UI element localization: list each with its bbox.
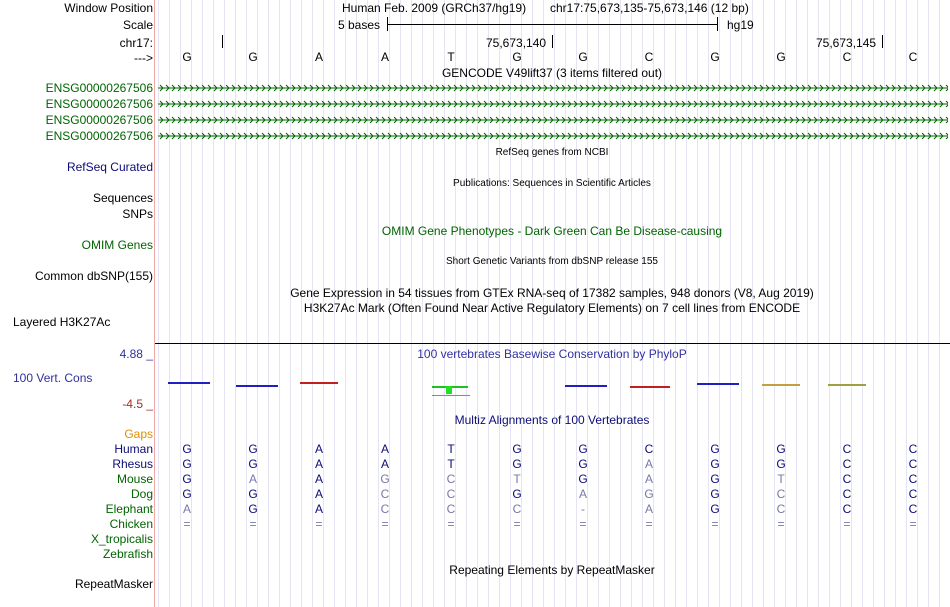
alignment-base: = [645, 517, 653, 531]
alignment-base: G [182, 487, 192, 501]
phylop-track-title: 100 vertebrates Basewise Conservation by PhyloP [417, 347, 687, 361]
alignment-base: = [447, 517, 455, 531]
conservation-bar [300, 382, 338, 384]
dbsnp-track-label[interactable]: Common dbSNP(155) [34, 269, 153, 283]
conservation-bar [762, 384, 800, 386]
base-letter: C [842, 50, 852, 64]
alignment-base: C [380, 487, 390, 501]
alignment-base: A [314, 487, 323, 501]
refseq-track-label[interactable]: RefSeq Curated [66, 160, 153, 174]
conservation-bar [565, 385, 607, 387]
alignment-base: T [777, 472, 785, 486]
base-letter: C [644, 50, 654, 64]
cons-track-label[interactable]: 100 Vert. Cons [13, 371, 93, 385]
cons-max-label: 4.88 _ [119, 347, 153, 361]
base-letter: T [447, 50, 455, 64]
alignment-base: G [248, 502, 258, 516]
species-dog-label: Dog [130, 487, 153, 501]
conservation-bar [630, 386, 670, 388]
label-separator [154, 0, 155, 607]
conservation-bar [168, 382, 210, 384]
gene-model-strand[interactable] [158, 131, 948, 141]
species-rhesus-label: Rhesus [112, 457, 153, 471]
ruler-coord: 75,673,145 [816, 36, 877, 50]
alignment-base: = [513, 517, 521, 531]
omim-track-label[interactable]: OMIM Genes [81, 238, 153, 252]
repeatmasker-track-title: Repeating Elements by RepeatMasker [449, 563, 655, 577]
assembly-title: Human Feb. 2009 (GRCh37/hg19) [342, 1, 527, 15]
snps-track-label[interactable]: SNPs [122, 207, 153, 221]
strand-arrow-label: ---> [134, 51, 153, 65]
scale-bar-tick-right [717, 17, 718, 31]
species-mouse-label: Mouse [116, 472, 153, 486]
alignment-base: C [908, 472, 918, 486]
repeatmasker-track-label[interactable]: RepeatMasker [74, 577, 153, 591]
base-letter: C [908, 50, 918, 64]
alignment-base: G [512, 442, 522, 456]
gencode-gene-link[interactable]: ENSG00000267506 [45, 97, 153, 111]
species-chicken-label: Chicken [109, 517, 153, 531]
alignment-base: = [183, 517, 191, 531]
alignment-base: G [710, 502, 720, 516]
publications-track-title: Publications: Sequences in Scientific Articles [453, 178, 651, 189]
chrom-label: chr17: [119, 36, 153, 50]
alignment-base: G [776, 442, 786, 456]
alignment-base: C [842, 487, 852, 501]
gencode-gene-link[interactable]: ENSG00000267506 [45, 129, 153, 143]
alignment-base: A [248, 472, 257, 486]
alignment-base: G [578, 472, 588, 486]
alignment-base: A [644, 502, 653, 516]
gencode-track-title: GENCODE V49lift37 (3 items filtered out) [441, 66, 663, 80]
alignment-base: G [248, 457, 258, 471]
alignment-base: - [581, 502, 585, 516]
gaps-label: Gaps [124, 427, 153, 441]
scale-assembly-text: hg19 [727, 18, 754, 32]
ruler-coord: 75,673,140 [486, 36, 547, 50]
refseq-track-title: RefSeq genes from NCBI [495, 147, 609, 158]
alignment-base: C [842, 442, 852, 456]
position-readout: chr17:75,673,135-75,673,146 (12 bp) [550, 1, 749, 15]
alignment-base: A [644, 457, 653, 471]
alignment-base: = [315, 517, 323, 531]
alignment-base: = [249, 517, 257, 531]
conservation-bar [432, 395, 470, 396]
alignment-base: C [842, 472, 852, 486]
alignment-base: G [710, 487, 720, 501]
alignment-base: G [578, 457, 588, 471]
alignment-base: T [447, 442, 455, 456]
conservation-bar [236, 385, 278, 387]
alignment-base: C [842, 502, 852, 516]
alignment-base: G [710, 442, 720, 456]
alignment-base: = [909, 517, 917, 531]
gencode-gene-link[interactable]: ENSG00000267506 [45, 81, 153, 95]
species-elephant-label: Elephant [105, 502, 153, 516]
base-letter: G [578, 50, 588, 64]
gencode-gene-link[interactable]: ENSG00000267506 [45, 113, 153, 127]
dbsnp-track-title: Short Genetic Variants from dbSNP release 155 [446, 256, 658, 267]
conservation-bar [828, 384, 866, 386]
ruler-tick [882, 35, 883, 48]
alignment-base: = [711, 517, 719, 531]
alignment-base: A [644, 472, 653, 486]
ruler-tick [222, 35, 223, 48]
base-letter: G [248, 50, 258, 64]
alignment-base: C [908, 457, 918, 471]
alignment-base: G [776, 457, 786, 471]
base-letter: G [512, 50, 522, 64]
alignment-base: G [512, 487, 522, 501]
alignment-base: C [446, 502, 456, 516]
alignment-base: T [447, 457, 455, 471]
alignment-base: G [182, 457, 192, 471]
alignment-base: A [314, 442, 323, 456]
alignment-base: C [776, 487, 786, 501]
gene-model-strand[interactable] [158, 83, 948, 93]
alignment-base: C [446, 487, 456, 501]
alignment-base: C [380, 502, 390, 516]
alignment-base: A [314, 457, 323, 471]
gtex-track-title: Gene Expression in 54 tissues from GTEx RNA-seq of 17382 samples, 948 donors (V8, Aug 2019) [290, 286, 814, 300]
alignment-base: A [380, 457, 389, 471]
scale-bar [387, 24, 718, 25]
omim-track-title: OMIM Gene Phenotypes - Dark Green Can Be Disease-causing [381, 224, 723, 238]
alignment-base: G [248, 442, 258, 456]
gene-model-strand[interactable] [158, 115, 948, 125]
alignment-base: G [710, 472, 720, 486]
base-letter: A [380, 50, 389, 64]
base-letter: A [314, 50, 323, 64]
species-human-label: Human [114, 442, 153, 456]
alignment-base: C [512, 502, 522, 516]
scale-label: Scale [122, 18, 153, 32]
ruler-tick [552, 35, 553, 48]
base-letter: G [182, 50, 192, 64]
scale-bar-text: 5 bases [338, 18, 381, 32]
conservation-bar [697, 383, 739, 385]
alignment-base: G [182, 442, 192, 456]
alignment-base: = [777, 517, 785, 531]
alignment-base: = [381, 517, 389, 531]
alignment-base: C [908, 487, 918, 501]
alignment-base: C [776, 502, 786, 516]
window-position-label: Window Position [64, 1, 153, 15]
alignment-base: G [182, 472, 192, 486]
species-xtropicalis-label: X_tropicalis [90, 532, 153, 546]
base-letter: G [710, 50, 720, 64]
alignment-base: C [908, 442, 918, 456]
alignment-base: G [248, 487, 258, 501]
alignment-base: G [512, 457, 522, 471]
cons-min-label: -4.5 _ [122, 397, 153, 411]
alignment-base: A [314, 502, 323, 516]
multiz-track-title: Multiz Alignments of 100 Vertebrates [454, 413, 650, 427]
h3k27ac-baseline [155, 343, 950, 344]
alignment-base: C [842, 457, 852, 471]
alignment-base: G [710, 457, 720, 471]
gene-model-strand[interactable] [158, 99, 948, 109]
alignment-base: C [644, 442, 654, 456]
alignment-base: A [314, 472, 323, 486]
h3k27ac-track-title: H3K27Ac Mark (Often Found Near Active Regulatory Elements) on 7 cell lines from ENCODE [303, 301, 801, 315]
alignment-base: = [843, 517, 851, 531]
alignment-base: C [446, 472, 456, 486]
alignment-base: A [578, 487, 587, 501]
alignment-base: A [182, 502, 191, 516]
alignment-base: G [644, 487, 654, 501]
alignment-base: C [908, 502, 918, 516]
conservation-bar [446, 386, 452, 394]
alignment-base: G [380, 472, 390, 486]
base-letter: G [776, 50, 786, 64]
alignment-base: G [578, 442, 588, 456]
alignment-base: = [579, 517, 587, 531]
species-zebrafish-label: Zebrafish [102, 547, 153, 561]
h3k27ac-track-label[interactable]: Layered H3K27Ac [13, 315, 111, 329]
alignment-base: A [380, 442, 389, 456]
alignment-base: T [513, 472, 521, 486]
sequences-track-label[interactable]: Sequences [92, 191, 153, 205]
